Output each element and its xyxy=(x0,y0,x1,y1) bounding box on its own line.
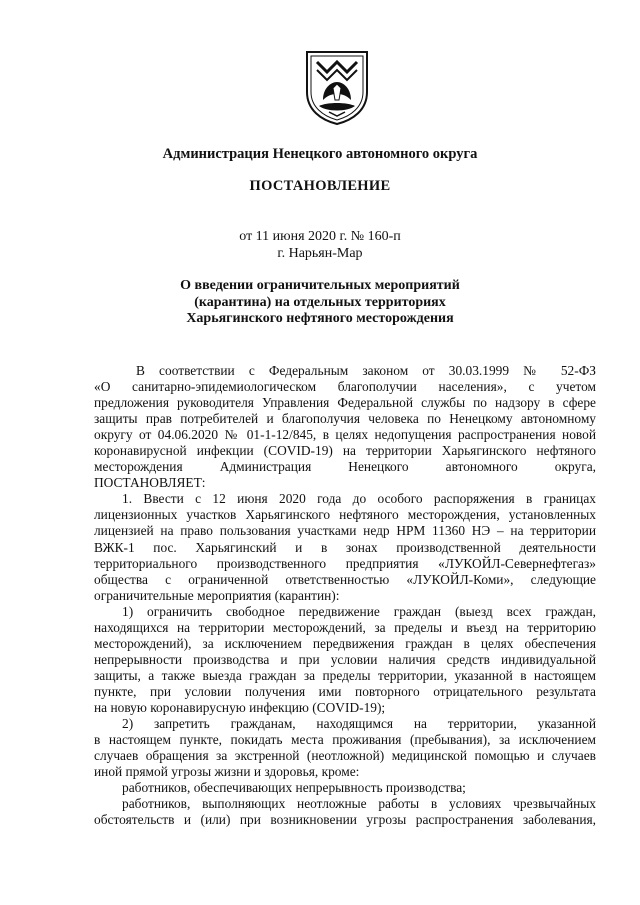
body-line: месторождения Администрация Ненецкого автономного округа, xyxy=(94,459,596,475)
title-line: Харьягинского нефтяного месторождения xyxy=(186,311,454,326)
body-line: лицензией на право пользования участками недр НРМ 11360 НЭ – на территории xyxy=(94,523,596,539)
body-line: «О санитарно-эпидемиологическом благополучии населения», с учетом xyxy=(94,379,596,395)
body-line: случаев обращения за экстренной (неотложной) медицинской помощью и случаев xyxy=(94,748,596,764)
body-line: округу от 04.06.2020 № 01-1-12/845, в целях недопущения распространения новой xyxy=(94,427,596,443)
body-line: защиты прав потребителей и благополучия человека по Ненецкому автономному xyxy=(94,411,596,427)
document-title xyxy=(0,278,640,328)
body-line: работников, обеспечивающих непрерывность производства; xyxy=(122,780,466,796)
document-date: от 11 июня 2020 г. № 160-п xyxy=(239,229,401,244)
body-line: коронавирусной инфекции (COVID-19) на территории Харьягинского нефтяного xyxy=(94,443,596,459)
body-line: защиты, а также выезда граждан за пределы территории, указанной в настоящем xyxy=(94,667,596,683)
body-line: работников, выполняющих неотложные работы в условиях чрезвычайных xyxy=(122,796,596,812)
document-date-block xyxy=(0,228,640,262)
body-line: 2) запретить гражданам, находящимся на территории, указанной xyxy=(122,716,596,732)
body-line: территориального производственного предприятия «ЛУКОЙЛ-Севернефтегаз» xyxy=(94,555,596,571)
coat-of-arms-icon xyxy=(303,48,371,126)
body-line: 1. Ввести с 12 июня 2020 года до особого распоряжения в границах xyxy=(122,491,596,507)
title-line: (карантина) на отдельных территориях xyxy=(194,294,446,310)
body-line: общества с ограниченной ответственностью «ЛУКОЙЛ-Коми», следующие xyxy=(94,571,596,587)
body-line: ограничительные мероприятия (карантин): xyxy=(94,587,340,603)
body-line: иной прямой угрозы жизни и здоровья, кроме: xyxy=(94,764,360,780)
body-line: лицензионных участков Харьягинского нефтяного месторождения, установленных xyxy=(94,507,596,523)
body-line: непрерывности производства и при условии наличия средств индивидуальной xyxy=(94,651,596,667)
body-line: 1) ограничить свободное передвижение граждан (выезд всех граждан, xyxy=(122,603,596,619)
body-line: месторождений), за исключением передвижения граждан в целях обеспечения xyxy=(94,635,596,651)
body-line: ВЖК-1 пос. Харьягинский и в зонах производственной деятельности xyxy=(94,539,596,555)
body-line: в настоящем пункте, покидать места проживания (пребывания), за исключением xyxy=(94,732,596,748)
body-line: обстоятельств и (или) при возникновении угрозы распространения заболевания, xyxy=(94,812,596,828)
body-line: В соответствии с Федеральным законом от 30.03.1999 № 52-ФЗ xyxy=(136,363,596,378)
body-line: находящихся на территории месторождений, за пределы и въезд на территорию xyxy=(94,619,596,635)
title-line: О введении ограничительных мероприятий xyxy=(180,278,460,293)
document-body xyxy=(94,363,596,828)
organization-name: Администрация Ненецкого автономного округа xyxy=(162,146,478,162)
body-line: ПОСТАНОВЛЯЕТ: xyxy=(94,475,206,491)
body-line: предложения руководителя Управления Федеральной службы по надзору в сфере xyxy=(94,395,596,411)
body-line: пункте, при условии получения ими повторного отрицательного результата xyxy=(94,683,596,699)
document-place: г. Нарьян-Мар xyxy=(277,246,363,261)
document-type: ПОСТАНОВЛЕНИЕ xyxy=(249,178,391,194)
body-line: на новую коронавирусную инфекцию (COVID-19); xyxy=(94,699,386,715)
